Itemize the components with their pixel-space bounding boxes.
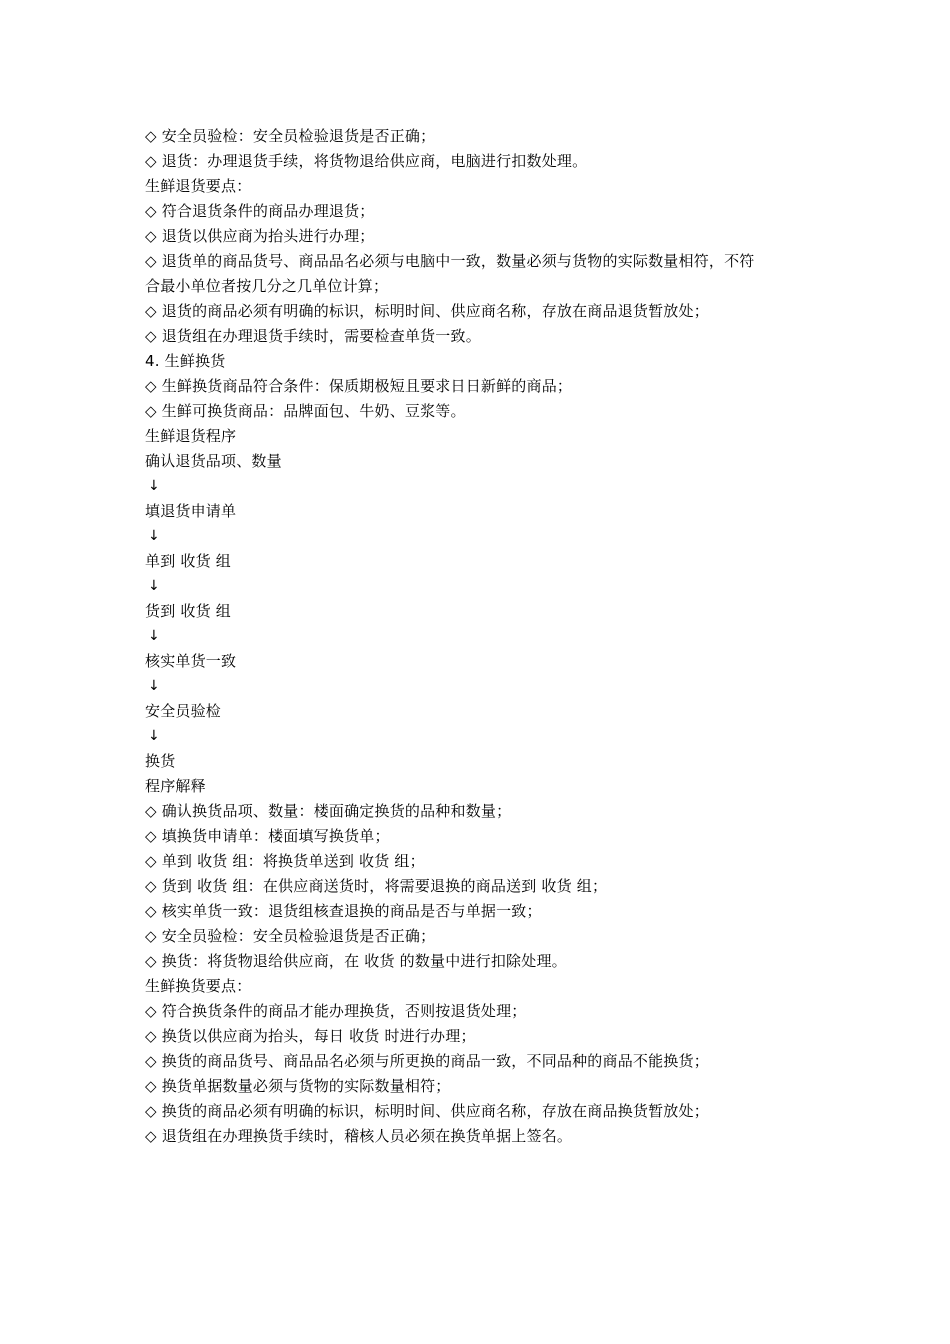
down-arrow-icon: ↓ xyxy=(148,478,160,494)
down-arrow-icon: ↓ xyxy=(148,578,160,594)
text-line: ◇ 符合换货条件的商品才能办理换货，否则按退货处理； xyxy=(145,1002,527,1020)
text-line: ◇ 退货：办理退货手续，将货物退给供应商，电脑进行扣数处理。 xyxy=(145,152,588,170)
text-line: ◇ 退货单的商品货号、商品品名必须与电脑中一致，数量必须与货物的实际数量相符，不符 xyxy=(145,252,755,270)
document-page xyxy=(145,124,825,1149)
flow-step: 核实单货一致 xyxy=(145,652,237,670)
text-line: ◇ 确认换货品项、数量：楼面确定换货的品种和数量； xyxy=(145,802,512,820)
text-line: ◇ 安全员验检：安全员检验退货是否正确； xyxy=(145,927,436,945)
text-line: ◇ 换货的商品货号、商品品名必须与所更换的商品一致，不同品种的商品不能换货； xyxy=(145,1052,709,1070)
text-line: 合最小单位者按几分之几单位计算； xyxy=(145,277,389,295)
text-line: ◇ 安全员验检：安全员检验退货是否正确； xyxy=(145,127,436,145)
section-heading: 生鲜退货要点： xyxy=(145,177,252,195)
flow-step: 换货 xyxy=(145,752,176,770)
text-line: ◇ 换货的商品必须有明确的标识，标明时间、供应商名称，存放在商品换货暂放处； xyxy=(145,1102,709,1120)
flow-step: 单到 收货 组 xyxy=(145,552,231,570)
text-line: ◇ 退货组在办理换货手续时，稽核人员必须在换货单据上签名。 xyxy=(145,1127,573,1145)
text-line: ◇ 核实单货一致：退货组核查退换的商品是否与单据一致； xyxy=(145,902,542,920)
flow-step: 安全员验检 xyxy=(145,702,222,720)
down-arrow-icon: ↓ xyxy=(148,728,160,744)
text-line: ◇ 退货组在办理退货手续时，需要检查单货一致。 xyxy=(145,327,481,345)
section-heading: 4. 生鲜换货 xyxy=(145,352,226,370)
text-line: ◇ 换货单据数量必须与货物的实际数量相符； xyxy=(145,1077,451,1095)
text-line: ◇ 填换货申请单：楼面填写换货单； xyxy=(145,827,390,845)
down-arrow-icon: ↓ xyxy=(148,528,160,544)
flow-step: 确认退货品项、数量 xyxy=(145,452,282,470)
down-arrow-icon: ↓ xyxy=(148,678,160,694)
flow-step: 填退货申请单 xyxy=(145,502,237,520)
section-heading: 生鲜换货要点： xyxy=(145,977,252,995)
text-line: ◇ 单到 收货 组：将换货单送到 收货 组； xyxy=(145,852,425,870)
text-line: ◇ 符合退货条件的商品办理退货； xyxy=(145,202,375,220)
text-line: ◇ 换货以供应商为抬头，每日 收货 时进行办理； xyxy=(145,1027,476,1045)
down-arrow-icon: ↓ xyxy=(148,628,160,644)
text-line: ◇ 换货：将货物退给供应商，在 收货 的数量中进行扣除处理。 xyxy=(145,952,567,970)
text-line: ◇ 货到 收货 组：在供应商送货时，将需要退换的商品送到 收货 组； xyxy=(145,877,608,895)
section-heading: 程序解释 xyxy=(145,777,206,795)
text-line: ◇ 退货的商品必须有明确的标识，标明时间、供应商名称，存放在商品退货暂放处； xyxy=(145,302,709,320)
text-line: ◇ 退货以供应商为抬头进行办理； xyxy=(145,227,375,245)
flow-step: 货到 收货 组 xyxy=(145,602,231,620)
text-line: ◇ 生鲜可换货商品：品牌面包、牛奶、豆浆等。 xyxy=(145,402,466,420)
flow-title: 生鲜退货程序 xyxy=(145,427,237,445)
text-line: ◇ 生鲜换货商品符合条件：保质期极短且要求日日新鲜的商品； xyxy=(145,377,573,395)
